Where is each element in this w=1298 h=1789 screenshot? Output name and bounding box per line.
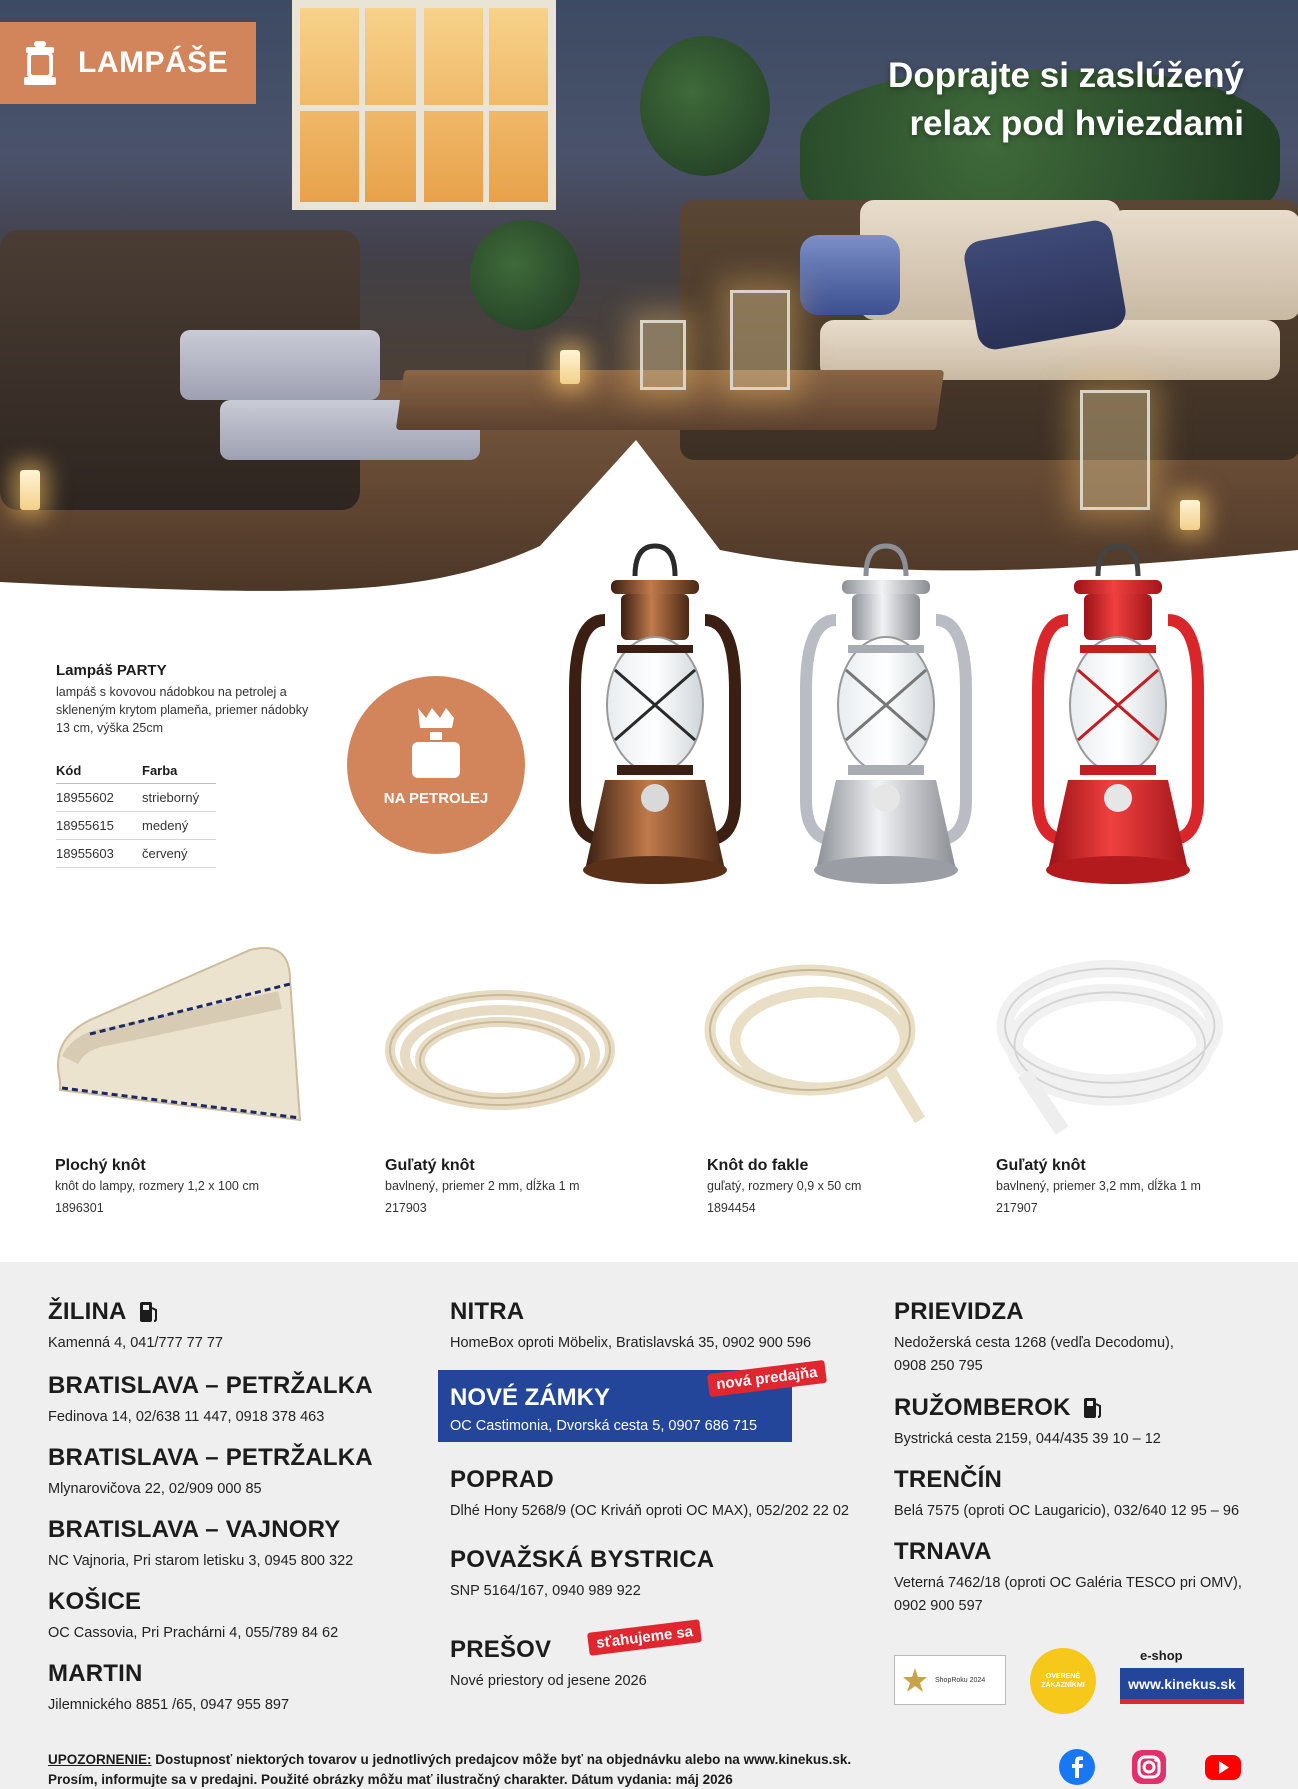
footer-line-1	[48, 1750, 948, 1770]
store-trencin	[894, 1466, 1239, 1523]
store-address: SNP 5164/167, 0940 989 922	[450, 1583, 641, 1599]
store-address: HomeBox oproti Möbelix, Bratislavská 35, 0902 900 596	[450, 1335, 812, 1351]
torch-wick-image	[690, 940, 960, 1140]
store-ba-petrzalka-2	[48, 1444, 373, 1501]
row-color: červený	[142, 846, 188, 861]
store-city: MARTIN	[48, 1660, 143, 1687]
lantern-icon	[22, 41, 58, 85]
store-address	[894, 1572, 1242, 1618]
wick-code: 1894454	[707, 1201, 756, 1215]
store-address: Dlhé Hony 5268/9 (OC Kriváň oproti OC MAX), 052/202 22 02	[450, 1503, 849, 1519]
round-wick-white-image	[960, 940, 1250, 1140]
wick-desc: guľatý, rozmery 0,9 x 50 cm	[707, 1179, 862, 1193]
store-city: POVAŽSKÁ BYSTRICA	[450, 1546, 715, 1573]
header-code: Kód	[56, 763, 82, 778]
store-city: NITRA	[450, 1298, 525, 1325]
store-city: BRATISLAVA – PETRŽALKA	[48, 1444, 373, 1471]
store-address: Kamenná 4, 041/777 77 77	[48, 1335, 223, 1351]
fuel-canister-icon	[404, 704, 468, 782]
window-glow	[416, 0, 556, 210]
spec-table-header	[56, 758, 216, 784]
store-poprad	[450, 1466, 849, 1523]
fuel-badge	[347, 676, 525, 854]
product-title: Lampáš PARTY	[56, 662, 167, 679]
wick-code: 217903	[385, 1201, 427, 1215]
category-title: LAMPÁŠE	[78, 46, 229, 79]
store-address-line: 0902 900 597	[894, 1598, 983, 1614]
headline-line-1: Doprajte si zaslúžený	[888, 56, 1244, 95]
warning-text: Dostupnosť niektorých tovarov u jednotlivých predajcov môže byť na objednávku alebo na www.kinekus.sk.	[151, 1752, 852, 1767]
store-address	[894, 1332, 1174, 1378]
flat-wick-image	[50, 940, 320, 1140]
table-row	[56, 784, 216, 812]
store-address: Belá 7575 (oproti OC Laugaricio), 032/640 12 95 – 96	[894, 1503, 1240, 1519]
footer-line-2: Prosím, informujte sa v predajni. Použité obrázky môžu mať ilustračný charakter. Dátum vydania: máj 2026	[48, 1772, 733, 1787]
store-city: BRATISLAVA – VAJNORY	[48, 1516, 341, 1543]
lantern-decor	[730, 290, 790, 390]
store-address: Fedinova 14, 02/638 11 447, 0918 378 463	[48, 1409, 325, 1425]
chair-cushion	[180, 330, 380, 400]
product-spec-table	[56, 758, 216, 868]
store-address: Nové priestory od jesene 2026	[450, 1673, 647, 1689]
store-address: NC Vajnoria, Pri starom letisku 3, 0945 800 322	[48, 1553, 354, 1569]
wick-name: Guľatý knôt	[385, 1157, 475, 1174]
store-povazska-bystrica	[450, 1546, 714, 1603]
fuel-pump-icon	[139, 1300, 159, 1324]
wick-name: Knôt do fakle	[707, 1157, 809, 1174]
store-city: PRIEVIDZA	[894, 1298, 1024, 1325]
warning-label: UPOZORNENIE:	[48, 1752, 152, 1767]
star-award-icon	[901, 1666, 929, 1694]
store-nitra	[450, 1298, 811, 1355]
lantern-copper	[565, 540, 745, 920]
shop-award-badge	[894, 1655, 1006, 1705]
store-city	[48, 1298, 223, 1326]
store-ruzomberok	[894, 1394, 1161, 1451]
store-city	[894, 1394, 1161, 1422]
store-ba-vajnory	[48, 1516, 353, 1573]
headline-line-2: relax pod hviezdami	[909, 104, 1244, 143]
store-address: OC Cassovia, Pri Prachárni 4, 055/789 84 62	[48, 1625, 339, 1641]
new-store-tag: nová predajňa	[707, 1360, 827, 1397]
store-city-name: RUŽOMBEROK	[894, 1394, 1071, 1421]
wick-desc: bavlnený, priemer 2 mm, dĺžka 1 m	[385, 1179, 580, 1193]
youtube-icon[interactable]	[1204, 1748, 1242, 1786]
wick-name: Plochý knôt	[55, 1157, 146, 1174]
fuel-pump-icon	[1083, 1396, 1103, 1420]
store-city: TRNAVA	[894, 1538, 992, 1565]
store-address-line: Nedožerská cesta 1268 (vedľa Decodomu),	[894, 1335, 1174, 1351]
store-martin	[48, 1660, 289, 1717]
fuel-badge-label: NA PETROLEJ	[383, 790, 489, 807]
round-wick-image	[375, 940, 625, 1140]
store-city: NOVÉ ZÁMKY	[450, 1384, 611, 1411]
instagram-icon[interactable]	[1130, 1748, 1168, 1786]
wick-desc: bavlnený, priemer 3,2 mm, dĺžka 1 m	[996, 1179, 1201, 1193]
wick-desc: knôt do lampy, rozmery 1,2 x 100 cm	[55, 1179, 260, 1193]
product-description: lampáš s kovovou nádobkou na petrolej a skleneným krytom plameňa, priemer nádobky 13 cm, výška 25cm	[56, 685, 309, 735]
store-prievidza	[894, 1298, 1174, 1378]
wick-code: 1896301	[55, 1201, 104, 1215]
store-address: Bystrická cesta 2159, 044/435 39 10 – 12	[894, 1431, 1161, 1447]
store-address-line: Veterná 7462/18 (oproti OC Galéria TESCO pri OMV),	[894, 1575, 1242, 1591]
candle	[560, 350, 580, 384]
store-city: TRENČÍN	[894, 1466, 1003, 1493]
footer-disclaimer	[48, 1750, 948, 1789]
pillow	[800, 235, 900, 315]
row-code: 18955602	[56, 790, 114, 805]
award-title: ShopRoku 2024	[935, 1676, 986, 1684]
wick-name: Guľatý knôt	[996, 1157, 1086, 1174]
store-address-line: 0908 250 795	[894, 1358, 983, 1374]
wick-code: 217907	[996, 1201, 1038, 1215]
header-color: Farba	[142, 763, 178, 778]
eshop-link[interactable]: www.kinekus.sk	[1120, 1668, 1244, 1704]
table-row	[56, 840, 216, 868]
eshop-label: e-shop	[1140, 1648, 1183, 1663]
store-trnava	[894, 1538, 1242, 1618]
store-kosice	[48, 1588, 338, 1645]
moving-tag: sťahujeme sa	[587, 1619, 702, 1656]
row-code: 18955615	[56, 818, 114, 833]
lantern-silver	[796, 540, 976, 920]
hero-headline	[684, 52, 1244, 148]
store-zilina	[48, 1298, 223, 1355]
row-code: 18955603	[56, 846, 114, 861]
store-ba-petrzalka-1	[48, 1372, 373, 1429]
store-city-name: ŽILINA	[48, 1298, 127, 1325]
lantern-red	[1028, 540, 1208, 920]
store-city: KOŠICE	[48, 1588, 142, 1615]
window-glow	[292, 0, 432, 210]
verified-badge: OVERENÉ ZÁKAZNÍKMI	[1030, 1648, 1096, 1714]
table-row	[56, 812, 216, 840]
category-badge	[0, 22, 256, 104]
sofa-backrest	[1110, 210, 1298, 320]
store-address: Mlynarovičova 22, 02/909 000 85	[48, 1481, 262, 1497]
store-city: POPRAD	[450, 1466, 554, 1493]
flower-plant	[470, 220, 580, 330]
store-city: BRATISLAVA – PETRŽALKA	[48, 1372, 373, 1399]
row-color: strieborný	[142, 790, 200, 805]
facebook-icon[interactable]	[1058, 1748, 1096, 1786]
store-address: OC Castimonia, Dvorská cesta 5, 0907 686 715	[450, 1418, 758, 1434]
store-city: PREŠOV	[450, 1636, 552, 1663]
lantern-decor	[640, 320, 686, 390]
store-address: Jilemnického 8851 /65, 0947 955 897	[48, 1697, 290, 1713]
row-color: medený	[142, 818, 189, 833]
